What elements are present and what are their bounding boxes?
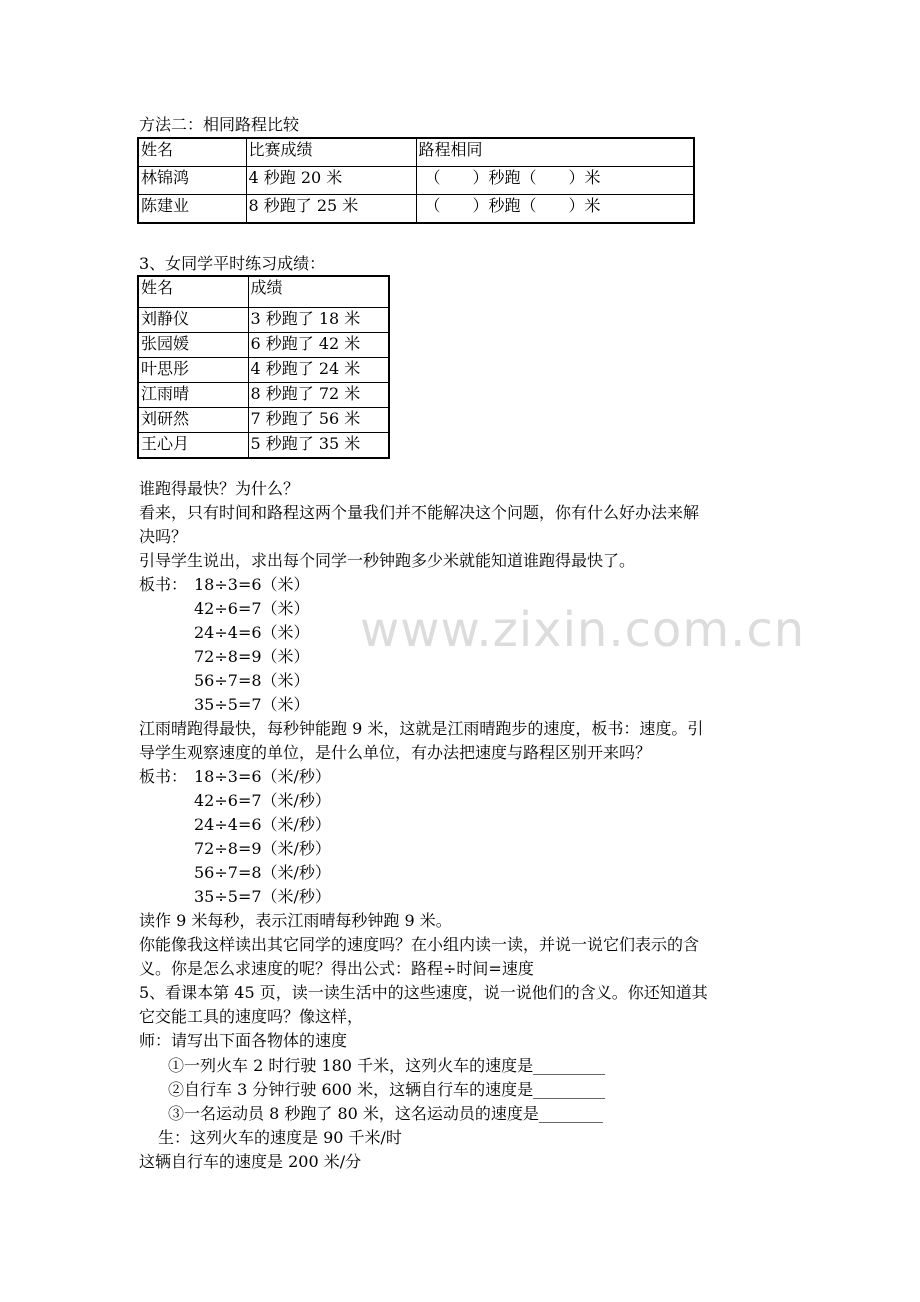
header-cell: 比赛成绩 (246, 138, 416, 167)
girls-practice-table (137, 275, 390, 459)
paragraph-line: 看来，只有时间和路程这两个量我们并不能解决这个问题，你有什么好办法来解 (139, 503, 700, 522)
table-cell: 王心月 (138, 433, 248, 459)
table-row (138, 195, 694, 224)
table-cell: 7 秒跑了 56 米 (248, 408, 389, 433)
header-cell: 姓名 (138, 276, 248, 308)
method-two-table (137, 137, 695, 224)
board-line: 35÷5=7（米/秒） (194, 887, 331, 906)
table-cell: 8 秒跑了 72 米 (248, 383, 389, 408)
header-cell: 姓名 (138, 138, 246, 167)
method-two-heading: 方法二：相同路程比较 (139, 115, 300, 134)
girls-practice-heading: 3、女同学平时练习成绩： (139, 254, 326, 273)
board-line: 24÷4=6（米） (194, 623, 310, 642)
table-cell: 江雨晴 (138, 383, 248, 408)
exercise-line: ②自行车 3 分钟行驶 600 米，这辆自行车的速度是_________ (168, 1080, 606, 1099)
table-cell: 4 秒跑 20 米 (246, 167, 416, 195)
board-label: 板书： (139, 767, 188, 786)
header-cell: 成绩 (248, 276, 389, 308)
table-cell: 6 秒跑了 42 米 (248, 333, 389, 358)
table-header-row (138, 138, 694, 167)
board-line: 72÷8=9（米/秒） (194, 839, 331, 858)
board-line: 42÷6=7（米） (194, 599, 310, 618)
table-cell: 陈建业 (138, 195, 246, 224)
paragraph-line: 师：请写出下面各物体的速度 (139, 1031, 348, 1050)
paragraph-line: 你能像我这样读出其它同学的速度吗？在小组内读一读，并说一说它们表示的含 (139, 935, 700, 954)
table-cell: 3 秒跑了 18 米 (248, 308, 389, 333)
table-cell: （ ）秒跑（ ）米 (416, 195, 694, 224)
table-cell: 叶思彤 (138, 358, 248, 383)
paragraph-line: 江雨晴跑得最快，每秒钟能跑 9 米，这就是江雨晴跑步的速度，板书：速度。引 (139, 719, 704, 738)
table-cell: 刘研然 (138, 408, 248, 433)
table-header-row (138, 276, 389, 308)
paragraph-line: 引导学生说出，求出每个同学一秒钟跑多少米就能知道谁跑得最快了。 (139, 551, 636, 570)
board-line: 72÷8=9（米） (194, 647, 310, 666)
paragraph-line: 读作 9 米每秒，表示江雨晴每秒钟跑 9 米。 (139, 911, 452, 930)
paragraph-line: 它交能工具的速度吗？像这样， (139, 1007, 364, 1026)
board-line: 56÷7=8（米/秒） (194, 863, 331, 882)
board-line: 56÷7=8（米） (194, 671, 310, 690)
table-cell: 刘静仪 (138, 308, 248, 333)
paragraph-line: 义。你是怎么求速度的呢？得出公式：路程÷时间=速度 (139, 959, 534, 978)
table-cell: 5 秒跑了 35 米 (248, 433, 389, 459)
watermark: www.zixin.com.cn (360, 602, 806, 658)
table-row (138, 358, 389, 383)
table-cell: 张园媛 (138, 333, 248, 358)
table-cell: 8 秒跑了 25 米 (246, 195, 416, 224)
board-label: 板书： (139, 575, 188, 594)
answer-line: 生：这列火车的速度是 90 千米/时 (158, 1128, 402, 1147)
board-line: 18÷3=6（米） (194, 575, 310, 594)
table-row (138, 383, 389, 408)
table-row (138, 333, 389, 358)
board-line: 35÷5=7（米） (194, 695, 310, 714)
board-line: 24÷4=6（米/秒） (194, 815, 331, 834)
table-cell: 林锦鸿 (138, 167, 246, 195)
question-line: 谁跑得最快？为什么？ (139, 479, 300, 498)
table-row (138, 167, 694, 195)
table-row (138, 408, 389, 433)
paragraph-line: 5、看课本第 45 页，读一读生活中的这些速度，说一说他们的含义。你还知道其 (139, 983, 708, 1002)
paragraph-line: 决吗？ (139, 527, 188, 546)
board-line: 18÷3=6（米/秒） (194, 767, 331, 786)
header-cell: 路程相同 (416, 138, 694, 167)
exercise-line: ①一列火车 2 时行驶 180 千米，这列火车的速度是_________ (168, 1056, 606, 1075)
table-row (138, 433, 389, 459)
table-row (138, 308, 389, 333)
table-cell: 4 秒跑了 24 米 (248, 358, 389, 383)
paragraph-line: 导学生观察速度的单位，是什么单位，有办法把速度与路程区别开来吗？ (139, 743, 652, 762)
table-cell: （ ）秒跑（ ）米 (416, 167, 694, 195)
answer-line: 这辆自行车的速度是 200 米/分 (139, 1152, 362, 1171)
exercise-line: ③一名运动员 8 秒跑了 80 米，这名运动员的速度是________ (168, 1104, 603, 1123)
board-line: 42÷6=7（米/秒） (194, 791, 331, 810)
